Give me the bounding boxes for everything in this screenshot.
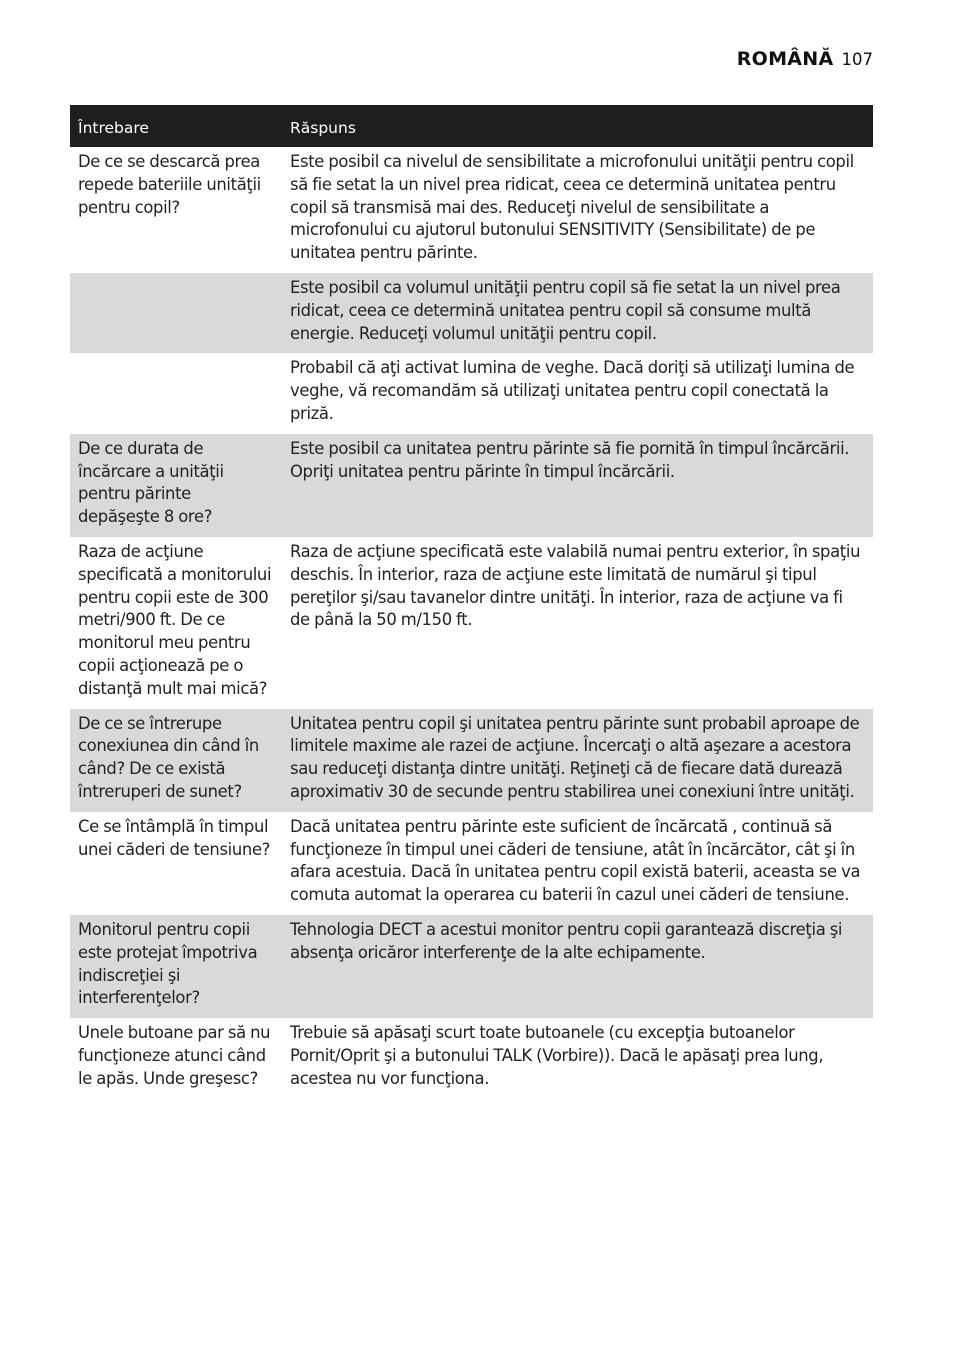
answer-cell: Raza de acţiune specificată este valabilă numai pentru exterior, în spaţiu deschis. În interior, raza de acţiune este limitată de numărul şi tipul pereţilor şi/sau tavanelor dintre unităţi. În interior, raza de acţiune va fi de până la 50 m/150 ft.: [290, 541, 861, 630]
answer-cell: Tehnologia DECT a acestui monitor pentru copii garantează discreţia şi absenţa oricăror interferenţe de la alte echipamente.: [282, 915, 873, 1018]
table-row: [70, 709, 873, 812]
table-row: [70, 147, 873, 273]
answer-cell: Trebuie să apăsaţi scurt toate butoanele (cu excepţia butoanelor Pornit/Oprit şi a butonului TALK (Vorbire)). Dacă le apăsaţi prea lung, acestea nu vor funcţiona.: [290, 1023, 824, 1088]
table-row: [70, 273, 873, 353]
question-cell: Raza de acţiune specificată a monitorului pentru copii este de 300 metri/900 ft. De ce monitorul meu pentru copii acţionează pe o distanţă mult mai mică?: [78, 541, 272, 698]
table-row: [70, 915, 873, 1018]
question-cell: Unele butoane par să nu funcţioneze atunci când le apăs. Unde greşesc?: [78, 1023, 271, 1088]
page-number: 107: [841, 50, 873, 69]
table-row: [70, 537, 873, 709]
answer-cell: Unitatea pentru copil şi unitatea pentru părinte sunt probabil aproape de limitele maxime ale razei de acţiune. Încercaţi o altă aşezare a acestora sau reduceţi distanţa dintre unităţi. Reţineţi că de fiecare dată durează aproximativ 30 de secunde pentru stabilirea unei conexiuni între unităţi.: [282, 709, 873, 812]
question-cell: [70, 353, 282, 433]
answer-cell: Este posibil ca volumul unităţii pentru copil să fie setat la un nivel prea ridicat, ceea ce determină unitatea pentru copil să consume multă energie. Reduceţi volumul unităţii pentru copil.: [282, 273, 873, 353]
question-cell: [70, 273, 282, 353]
table-row: [70, 1018, 873, 1098]
faq-table: [70, 105, 873, 1098]
question-cell: Ce se întâmplă în timpul unei căderi de tensiune?: [78, 816, 271, 859]
answer-cell: Este posibil ca unitatea pentru părinte să fie pornită în timpul încărcării. Opriţi unitatea pentru părinte în timpul încărcării.: [282, 434, 873, 537]
column-header-answer: Răspuns: [282, 105, 873, 147]
question-cell: De ce se întrerupe conexiunea din când în când? De ce există întreruperi de sunet?: [70, 709, 282, 812]
language-label: ROMÂNĂ: [736, 48, 834, 70]
table-row: [70, 353, 873, 433]
table-row: [70, 812, 873, 915]
answer-cell: Dacă unitatea pentru părinte este suficient de încărcată , continuă să funcţioneze în timpul unei căderi de tensiune, atât în încărcător, cât şi în afara acestuia. Dacă în unitatea pentru copil există baterii, aceasta se va comuta automat la operarea cu baterii în cazul unei căderi de tensiune.: [290, 816, 861, 905]
question-cell: De ce durata de încărcare a unităţii pentru părinte depăşeşte 8 ore?: [70, 434, 282, 537]
answer-cell: Este posibil ca nivelul de sensibilitate a microfonului unităţii pentru copil să fie setat la un nivel prea ridicat, ceea ce determină unitatea pentru copil să transmisă mai des. Reduceţi nivelul de sensibilitate a microfonului cu ajutorul butonului SENSITIVITY (Sensibilitate) de pe unitatea pentru părinte.: [290, 152, 854, 263]
table-row: [70, 434, 873, 537]
page-header: [737, 48, 873, 70]
table-header-row: [70, 105, 873, 147]
column-header-question: Întrebare: [70, 105, 282, 147]
question-cell: De ce se descarcă prea repede bateriile unităţii pentru copil?: [78, 152, 261, 217]
question-cell: Monitorul pentru copii este protejat împotriva indiscreţiei şi interferenţelor?: [70, 915, 282, 1018]
answer-cell: Probabil că aţi activat lumina de veghe. Dacă doriţi să utilizaţi lumina de veghe, vă recomandăm să utilizaţi unitatea pentru copil conectată la priză.: [290, 358, 855, 423]
